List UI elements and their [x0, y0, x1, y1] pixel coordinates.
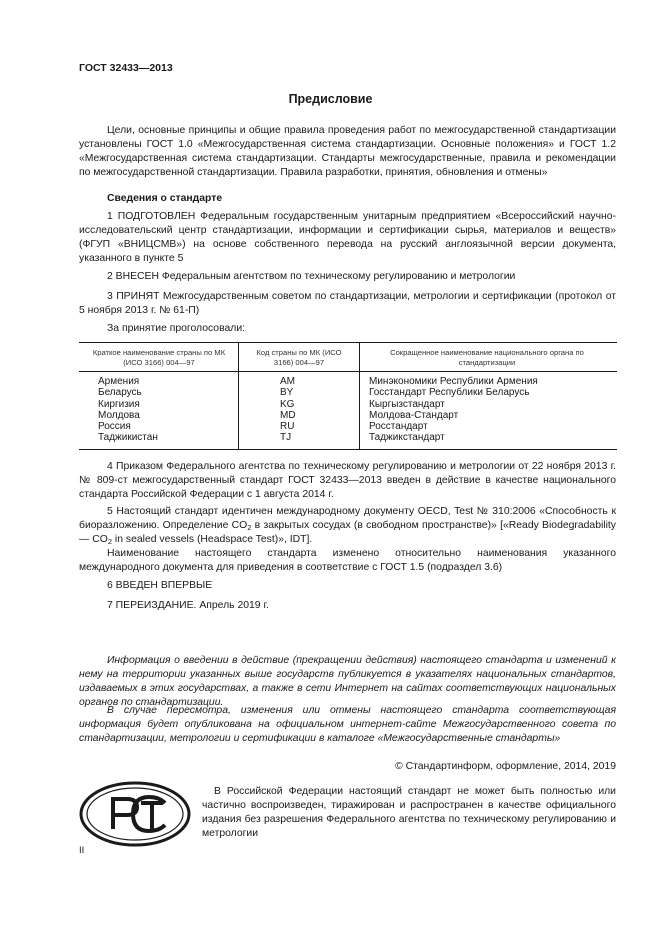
table-cell-country: Молдова [98, 409, 140, 421]
table-cell-code: RU [280, 421, 295, 433]
table-cell-country: Киргизия [98, 398, 140, 410]
item-4: 4 Приказом Федерального агентства по техническому регулированию и метрологии от 22 ноября 2013 г. № 809-ст межгосударственный стандарт ГОСТ 32433—2013 введен в действие в качестве национального стандарта Российской Федерации с 1 августа 2014 г. [79, 461, 616, 500]
table-cell-code: MD [280, 409, 296, 421]
page-number: II [79, 845, 85, 856]
table-cell-code: AM [280, 376, 295, 387]
table-cell-country: Россия [98, 421, 131, 433]
item-5-part-a: 5 Настоящий стандарт идентичен международному документу OECD, Test № 310:2006 «Способность к биоразложению. Определение CO [79, 506, 616, 531]
copyright: © Стандартинформ, оформление, 2014, 2019 [395, 761, 616, 772]
reproduction-rights: В Российской Федерации настоящий стандарт не может быть полностью или частично воспроизведен, тиражирован и распространен в качестве официального издания без разрешения Федерального агентства по техническому регулированию и метрологии [202, 786, 616, 839]
page-title: Предисловие [288, 92, 373, 106]
item-5-part-c: in sealed vessels (Headspace Test)», IDT]. [112, 534, 313, 545]
table-cell-body: Минэкономики Республики Армения [369, 376, 538, 387]
item-5-part-b: в закрытых сосудах (в свободном пространстве)» [«Ready Biodegradability — CO [79, 520, 616, 545]
table-cell-country: Таджикистан [98, 432, 158, 444]
table-cell-code: BY [280, 387, 294, 399]
code-column [280, 376, 340, 444]
body-column [369, 376, 609, 444]
rst-logo [79, 781, 191, 847]
table-cell-country: Армения [98, 376, 140, 387]
table-cell-code: TJ [280, 432, 292, 444]
item-7: 7 ПЕРЕИЗДАНИЕ. Апрель 2019 г. [107, 600, 269, 611]
country-column [98, 376, 236, 444]
info-heading: Сведения о стандарте [107, 193, 223, 204]
table-header-country: Краткое наименование страны по МК (ИСО 3166) 004—97 [92, 348, 226, 367]
item-2: 2 ВНЕСЕН Федеральным агентством по техническому регулированию и метрологии [107, 271, 516, 282]
intro-paragraph: Цели, основные принципы и общие правила проведения работ по межгосударственной стандартизации установлены ГОСТ 1.0 «Межгосударственная система стандартизации. Основные положения» и ГОСТ 1.2 «Межгосударственная система стандартизации. Стандарты межгосударственные, правила и рекомендации по межгосударственной стандартизации. Правила разработки, принятия, обновления и отмены» [79, 125, 616, 178]
document-code: ГОСТ 32433—2013 [79, 62, 173, 74]
item-5-subscript: 2 [107, 537, 113, 546]
table-header-body: Сокращенное наименование национального органа по стандартизации [390, 348, 584, 367]
table-cell-body: Таджикстандарт [369, 432, 445, 444]
table-cell-body: Госстандарт Республики Беларусь [369, 387, 530, 399]
item-3: 3 ПРИНЯТ Межгосударственным советом по стандартизации, метрологии и сертификации (протокол от 5 ноября 2013 г. № 61-П) [79, 291, 616, 316]
table-cell-body: Кыргызстандарт [369, 398, 445, 410]
notice-introduction: Информация о введении в действие (прекращении действия) настоящего стандарта и изменений к нему на территории указанных выше государств публикуется в указателях национальных стандартов, издаваемых в этих государствах, а также в сети Интернет на сайтах соответствующих национальных органов по стандартизации. [79, 655, 616, 708]
voted-label: За принятие проголосовали: [107, 323, 246, 334]
item-5-name-note: Наименование настоящего стандарта изменено относительно наименования указанного международного документа для приведения в соответствие с ГОСТ 1.5 (подраздел 3.6) [79, 548, 616, 573]
member-states-table [79, 342, 617, 450]
notice-revision: В случае пересмотра, изменения или отмены настоящего стандарта соответствующая информация будет опубликована на официальном интернет-сайте Межгосударственного совета по стандартизации, метрологии и сертификации в каталоге «Межгосударственные стандарты» [79, 705, 616, 744]
table-cell-body: Молдова-Стандарт [369, 409, 459, 421]
item-5-subscript: 2 [247, 523, 252, 532]
table-header-code: Код страны по МК (ИСО 3166) 004—97 [256, 348, 342, 367]
rst-logo-icon [79, 781, 191, 847]
item-6: 6 ВВЕДЕН ВПЕРВЫЕ [107, 580, 213, 591]
table-cell-country: Беларусь [98, 387, 142, 399]
item-5 [79, 505, 616, 547]
table-cell-code: KG [280, 398, 295, 410]
item-1: 1 ПОДГОТОВЛЕН Федеральным государственным унитарным предприятием «Всероссийский научно-исследовательский центр стандартизации, информации и сертификации сырья, материалов и веществ» (ФГУП «ВНИЦСМВ») на основе собственного перевода на русский англоязычной версии документа, указанного в пункте 5 [79, 211, 616, 264]
table-cell-body: Росстандарт [369, 421, 428, 433]
